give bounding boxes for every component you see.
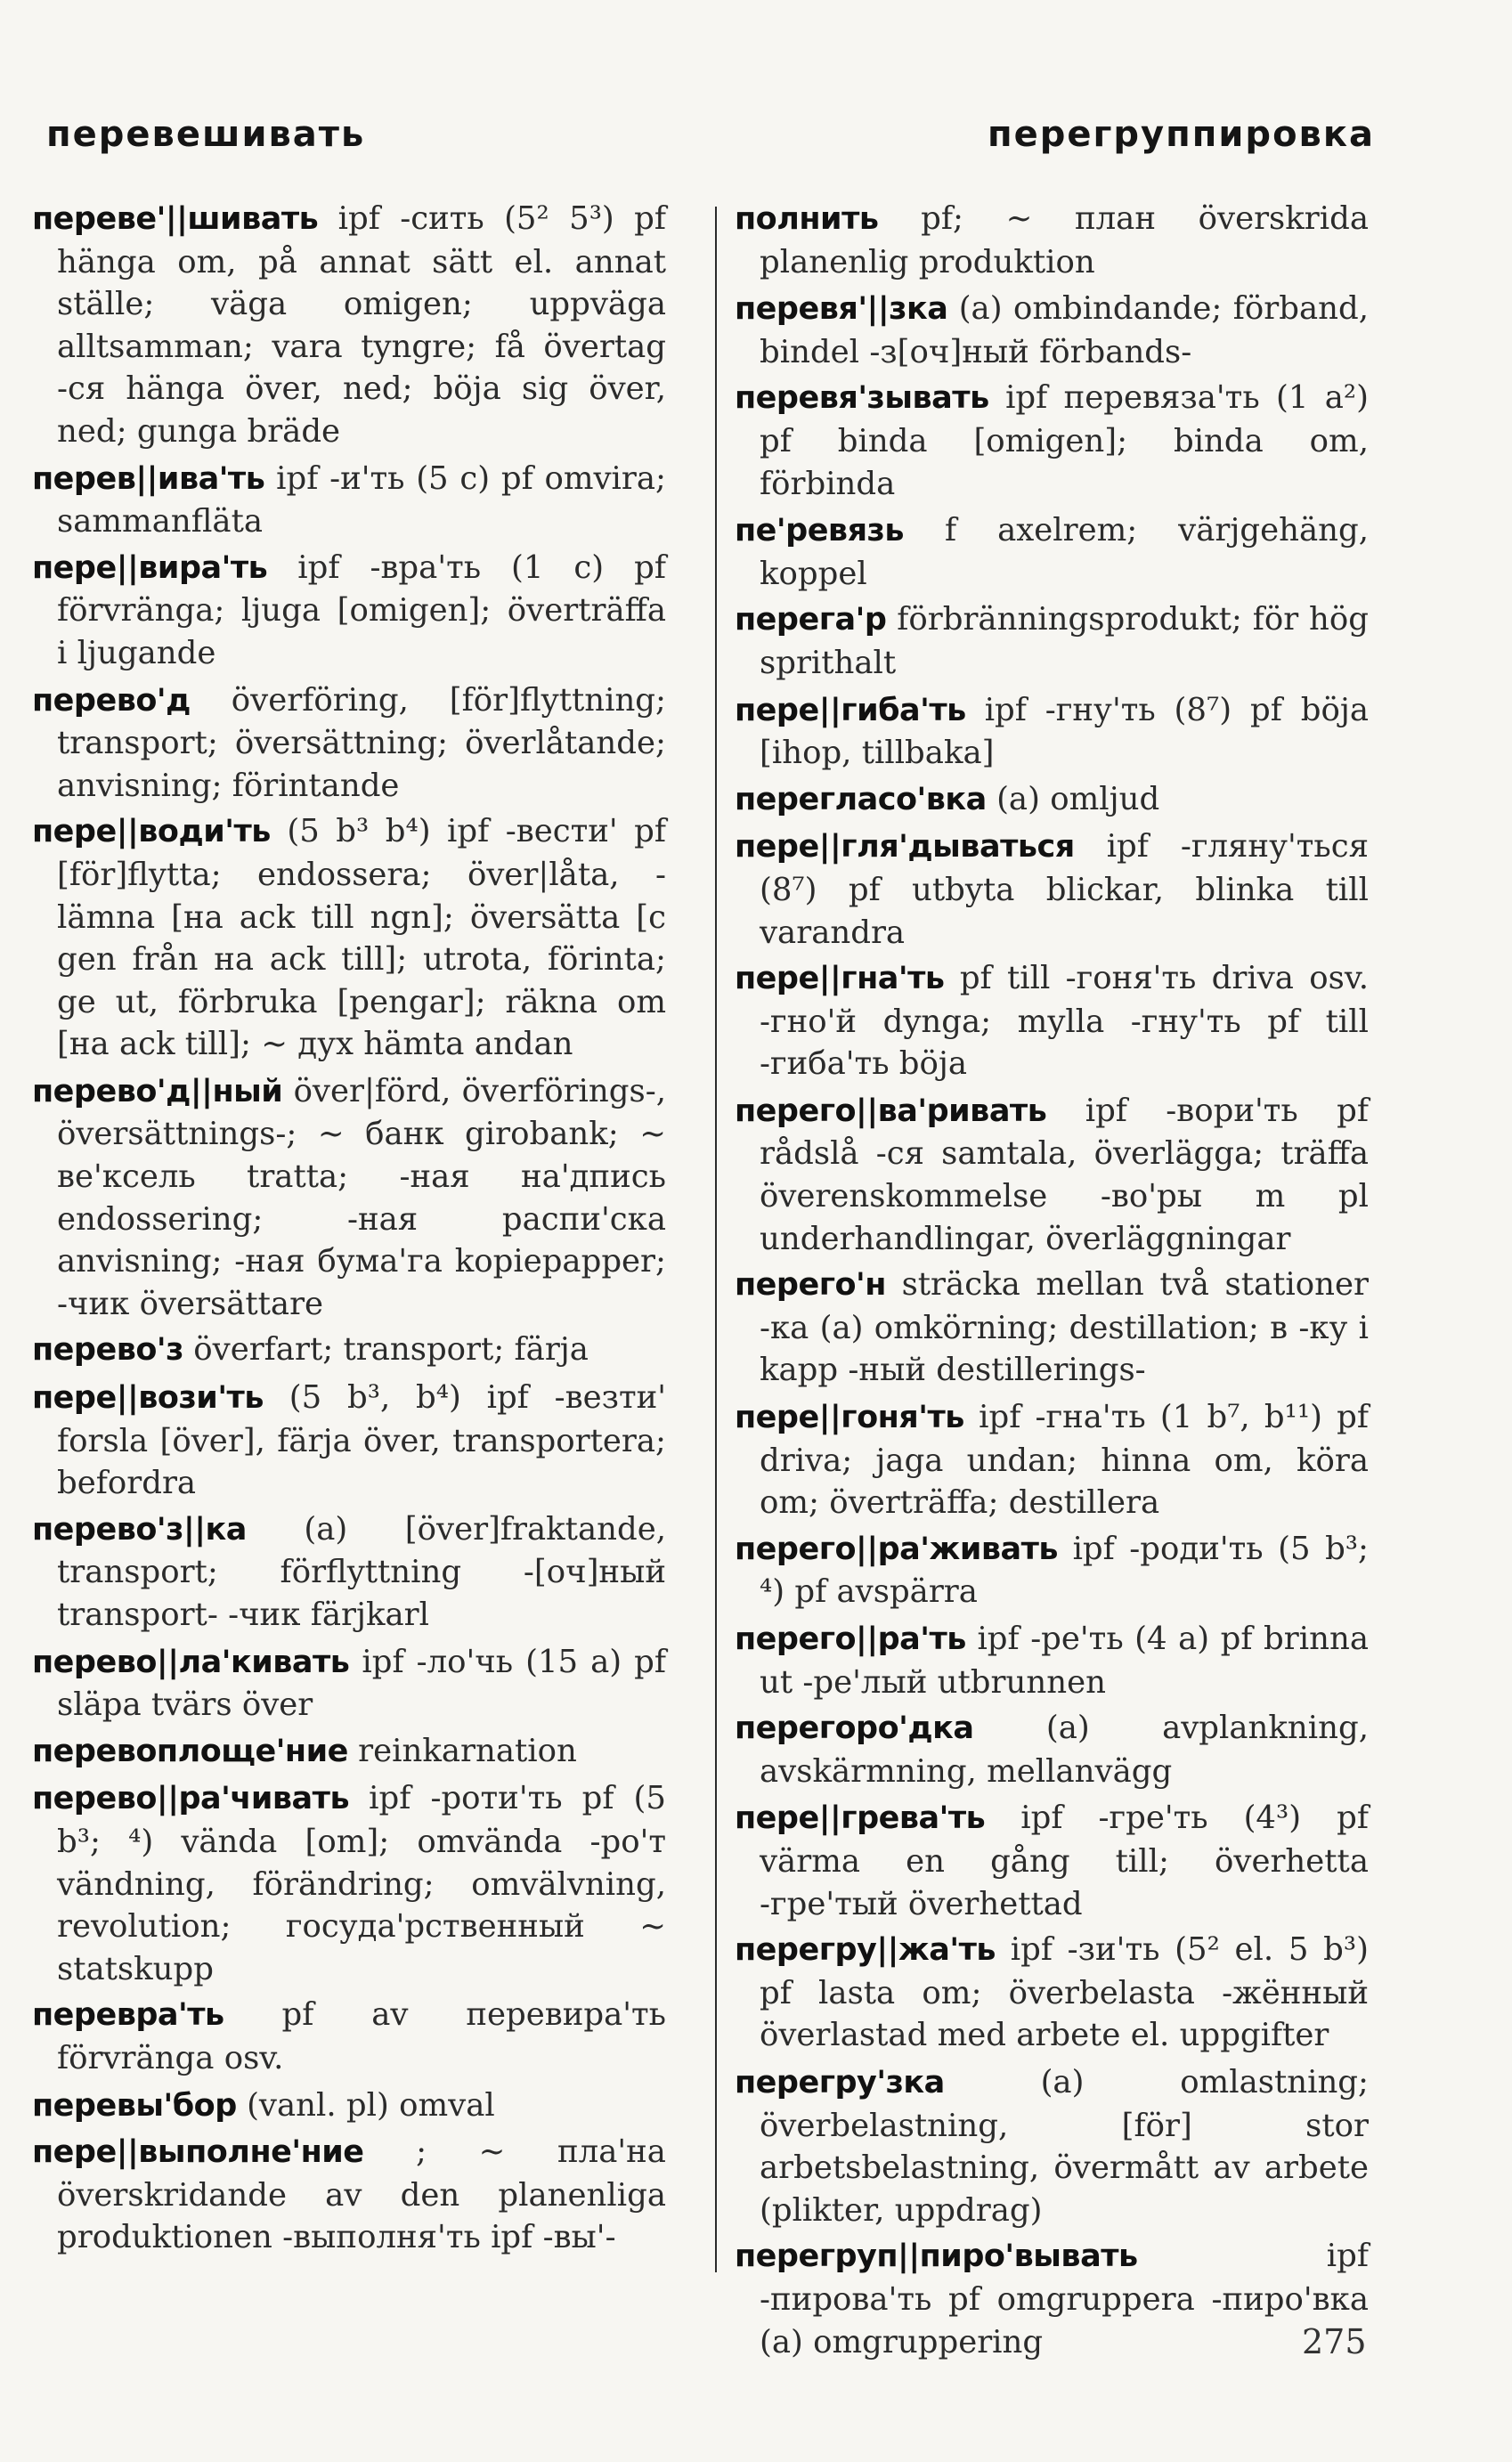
entry-definition: reinkarnation — [358, 1732, 577, 1769]
entry-definition: (5 b³, b⁴) ipf -везти' forsla [över], färja över, transportera; befordra — [57, 1379, 667, 1502]
entry-headword: пе'ревязь — [735, 513, 905, 549]
dictionary-entry — [32, 1070, 666, 1326]
entry-definition: ipf -гре'ть (4³) pf värma en gång till; överhetta -гре'тый överhettad — [760, 1800, 1369, 1922]
entry-headword: перевя'зывать — [735, 380, 989, 417]
dictionary-entry — [32, 810, 666, 1066]
entry-headword: перево'д — [32, 682, 191, 719]
dictionary-entry — [735, 2235, 1369, 2363]
entry-definition: förbränningsprodukt; för hög sprithalt — [760, 601, 1369, 681]
entry-headword: перевра'ть — [32, 1997, 224, 2034]
entry-definition: (a) ombindande; förband, bindel -з[оч]ный förbands- — [760, 290, 1369, 370]
dictionary-entry — [32, 679, 666, 808]
entry-definition: ipf -вори'ть pf rådslå -ся samtala, överlägga; träffa överenskommelse -во'ры m pl underhandlingar, överläggningar — [760, 1092, 1369, 1257]
entry-headword: перега'р — [735, 602, 887, 638]
entry-headword: перегоро'дка — [735, 1710, 974, 1747]
left-column — [32, 198, 666, 2263]
dictionary-entry — [735, 2061, 1369, 2231]
entry-definition: överfart; transport; färja — [193, 1331, 589, 1369]
dictionary-entry — [32, 458, 666, 543]
dictionary-entry — [735, 1528, 1369, 1613]
entry-definition: ipf -ло'чь (15 a) pf släpa tvärs över — [57, 1643, 666, 1724]
dictionary-entry — [735, 1797, 1369, 1925]
entry-headword: перевы'бор — [32, 2087, 237, 2124]
dictionary-entry — [735, 689, 1369, 775]
entry-headword: переве'||шивать — [32, 201, 319, 237]
entry-definition: ipf -роди'ть (5 b³; ⁴) pf avspärra — [760, 1530, 1369, 1611]
entry-headword: пере||гиба'ть — [735, 692, 966, 728]
entry-definition: ipf -гну'ть (8⁷) pf böja [ihop, tillbaka] — [760, 691, 1369, 772]
entry-headword: перего||ра'ть — [735, 1621, 966, 1657]
entry-definition: ipf -пирова'ть pf omgruppera -пиро'вка (a) omgruppering — [760, 2238, 1369, 2360]
entry-headword: перегру||жа'ть — [735, 1932, 996, 1969]
entry-definition: pf; ~ план överskrida planenlig produktion — [760, 200, 1369, 280]
entry-definition: (vanl. pl) omval — [247, 2086, 495, 2124]
entry-headword: перево||ла'кивать — [32, 1644, 350, 1680]
dictionary-entry — [32, 1641, 666, 1727]
entry-definition: pf till -гоня'ть driva osv. -гно'й dynga; mylla -гну'ть pf till -гиба'ть böja — [760, 960, 1369, 1083]
running-head-right: перегруппировка — [988, 114, 1375, 155]
dictionary-entry — [735, 509, 1369, 595]
dictionary-entry — [32, 1329, 666, 1372]
entry-headword: пере||гоня'ть — [735, 1400, 964, 1436]
entry-definition: ipf -роти'ть pf (5 b³; ⁴) vända [om]; omvända -ро'т vändning, förändring; omvälvning, revolution; госуда'рственный ~ statskupp — [57, 1780, 666, 1987]
entry-headword: перегру'зка — [735, 2064, 945, 2100]
dictionary-entry — [735, 1090, 1369, 1260]
entry-headword: пере||гля'дываться — [735, 829, 1075, 865]
entry-headword: пере||выполне'ние — [32, 2134, 364, 2171]
dictionary-entry — [735, 1929, 1369, 2057]
entry-headword: пере||вози'ть — [32, 1380, 264, 1417]
dictionary-entry — [32, 547, 666, 675]
dictionary-entry — [735, 825, 1369, 954]
entry-definition: över|förd, överförings-, översättnings-; ~ банк girobank; ~ ве'ксель tratta; -ная на'дпись endossering; -ная распи'ска anvisning; -ная бума'га kopiepapper; -чик översättare — [57, 1072, 666, 1322]
entry-definition: (a) avplankning, avskärmning, mellanvägg — [760, 1710, 1369, 1790]
entry-definition: ipf -гна'ть (1 b⁷, b¹¹) pf driva; jaga undan; hinna om, köra om; överträffa; destillera — [760, 1399, 1369, 1522]
page-number: 275 — [1302, 2322, 1367, 2361]
dictionary-entry — [32, 1508, 666, 1637]
dictionary-entry — [32, 1994, 666, 2079]
dictionary-entry — [735, 778, 1369, 822]
entry-headword: перевя'||зка — [735, 291, 948, 328]
entry-definition: (a) omljud — [996, 780, 1160, 817]
column-divider — [715, 207, 717, 2272]
entry-definition: (a) [över]fraktande, transport; förflyttning -[оч]ный transport- -чик färjkarl — [57, 1510, 666, 1633]
entry-definition: ipf -ре'ть (4 a) pf brinna ut -ре'лый utbrunnen — [760, 1621, 1369, 1701]
running-head-left: перевешивать — [46, 114, 366, 155]
entry-definition: pf av перевира'ть förvränga osv. — [57, 1996, 666, 2076]
entry-definition: (a) omlastning; överbelastning, [för] stor arbetsbelastning, övermått av arbete (plikter, uppdrag) — [760, 2063, 1369, 2229]
entry-definition: sträcka mellan två stationer -ка (a) omkörning; destillation; в -ку i kapp -ный destillerings- — [760, 1266, 1369, 1389]
entry-headword: пере||води'ть — [32, 814, 271, 850]
entry-definition: ipf -вра'ть (1 c) pf förvränga; ljuga [omigen]; överträffa i ljugande — [57, 548, 666, 671]
entry-definition: ipf -сить (5² 5³) pf hänga om, på annat sätt el. annat ställe; väga omigen; uppväga alltsamman; vara tyngre; få övertag -ся hänga över, ned; böja sig över, ned; gunga bräde — [57, 200, 666, 450]
entry-headword: полнить — [735, 201, 879, 237]
right-column — [735, 198, 1369, 2368]
entry-headword: пере||гна'ть — [735, 961, 945, 997]
entry-headword: пере||вира'ть — [32, 549, 268, 586]
entry-headword: перево||ра'чивать — [32, 1781, 350, 1817]
entry-headword: перево'д||ный — [32, 1073, 283, 1109]
entry-headword: перево'з||ка — [32, 1511, 247, 1548]
entry-definition: överföring, [för]flyttning; transport; översättning; överlåtande; anvisning; förintande — [57, 681, 666, 804]
dictionary-entry — [735, 1707, 1369, 1792]
dictionary-entry — [32, 1730, 666, 1774]
entry-definition: ipf -гляну'ться (8⁷) pf utbyta blickar, blinka till varandra — [760, 828, 1369, 951]
entry-headword: перего||ва'ривать — [735, 1093, 1047, 1129]
dictionary-entry — [735, 957, 1369, 1085]
dictionary-entry — [735, 598, 1369, 684]
dictionary-entry — [735, 198, 1369, 283]
dictionary-entry — [735, 288, 1369, 373]
dictionary-entry — [735, 377, 1369, 505]
entry-headword: перегласо'вка — [735, 781, 987, 817]
entry-headword: перего||ра'живать — [735, 1531, 1059, 1567]
entry-definition: (5 b³ b⁴) ipf -вести' pf [för]flytta; endossera; över|låta, -lämna [на ack till ngn]; översätta [с gen från на ack till]; utrota, förinta; ge ut, förbruka [pengar]; räkna om [на ack till]; ~ дух hämta andan — [57, 813, 666, 1063]
dictionary-entry — [735, 1396, 1369, 1524]
dictionary-entry — [32, 2131, 666, 2259]
dictionary-entry — [32, 1777, 666, 1990]
dictionary-entry — [735, 1618, 1369, 1703]
entry-headword: перевоплоще'ние — [32, 1733, 348, 1769]
dictionary-entry — [32, 198, 666, 453]
entry-headword: пере||грева'ть — [735, 1800, 986, 1837]
dictionary-entry — [32, 1377, 666, 1505]
entry-headword: перегруп||пиро'вывать — [735, 2239, 1138, 2275]
entry-definition: ipf -и'ть (5 c) pf omvira; sammanfläta — [57, 459, 666, 540]
entry-definition: f axelrem; värjgehäng, koppel — [760, 512, 1369, 592]
entry-headword: перево'з — [32, 1332, 183, 1369]
entry-definition: ipf -зи'ть (5² el. 5 b³) pf lasta om; överbelasta -жённый överlastad med arbete el. uppgifter — [760, 1931, 1369, 2054]
entry-definition: ; ~ пла'на överskridande av den planenliga produktionen -выполня'ть ipf -вы'- — [57, 2133, 666, 2256]
entry-definition: ipf перевяза'ть (1 a²) pf binda [omigen]; binda om, förbinda — [760, 379, 1369, 502]
entry-headword: перего'н — [735, 1267, 886, 1304]
entry-headword: перев||ива'ть — [32, 460, 265, 497]
dictionary-entry — [735, 1264, 1369, 1392]
dictionary-entry — [32, 2084, 666, 2128]
